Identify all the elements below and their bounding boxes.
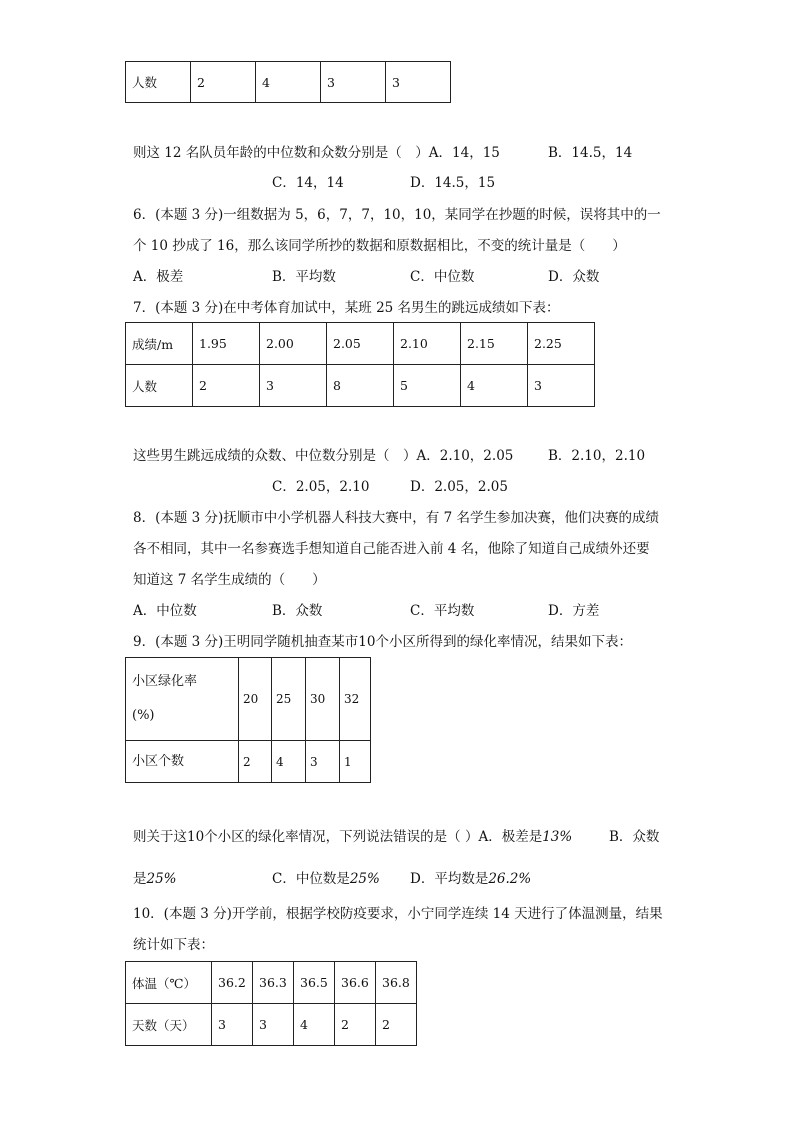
q5-option-d: D．14.5，15 bbox=[410, 175, 496, 191]
table-cell: 体温（℃） bbox=[126, 962, 212, 1004]
table-cell: 小区个数 bbox=[126, 741, 239, 783]
table-cell: 4 bbox=[294, 1004, 335, 1046]
table-cell: 2.15 bbox=[461, 323, 528, 365]
table-cell: 5 bbox=[394, 365, 461, 407]
table-cell: 25 bbox=[272, 658, 306, 741]
q8-option-b: B．众数 bbox=[272, 603, 323, 619]
table-cell: 36.2 bbox=[212, 962, 253, 1004]
header-label: 小区绿化率 bbox=[132, 674, 198, 689]
table-cell: 2.05 bbox=[327, 323, 394, 365]
table-cell: 3 bbox=[386, 62, 451, 103]
table-cell: 32 bbox=[340, 658, 371, 741]
q6-option-d: D．众数 bbox=[548, 269, 600, 285]
q6-line1: 6．(本题 3 分)一组数据为 5，6，7，7，10，10，某同学在抄题的时候，误将其中的一 bbox=[133, 207, 661, 223]
q7-stem: 这些男生跳远成绩的众数、中位数分别是（ ）A．2.10，2.05 bbox=[133, 448, 514, 464]
q8-option-a: A．中位数 bbox=[133, 603, 197, 619]
table-cell: 3 bbox=[306, 741, 340, 783]
table-row bbox=[126, 365, 595, 407]
header-unit: (%) bbox=[132, 708, 155, 723]
table-cell: 30 bbox=[306, 658, 340, 741]
table-cell: 4 bbox=[256, 62, 321, 103]
q10-table bbox=[125, 961, 417, 1046]
q9-stem: 则关于这10个小区的绿化率情况，下列说法错误的是（ ）A．极差是13% bbox=[133, 829, 573, 845]
q9-line1: 9．(本题 3 分)王明同学随机抽查某市10个小区所得到的绿化率情况，结果如下表： bbox=[133, 634, 632, 650]
q5-option-c: C．14，14 bbox=[272, 175, 344, 191]
q8-option-d: D．方差 bbox=[548, 603, 600, 619]
q8-line2: 各不相同，其中一名参赛选手想知道自己能否进入前 4 名，他除了知道自己成绩外还要 bbox=[133, 541, 650, 557]
table-cell: 36.3 bbox=[253, 962, 294, 1004]
table-cell: 2 bbox=[239, 741, 272, 783]
q8-option-c: C．平均数 bbox=[410, 603, 475, 619]
table-header-cell bbox=[126, 658, 239, 741]
q6-option-c: C．中位数 bbox=[410, 269, 475, 285]
q5-option-b: B．14.5，14 bbox=[548, 145, 633, 161]
q8-line1: 8．(本题 3 分)抚顺市中小学机器人科技大赛中，有 7 名学生参加决赛，他们决赛的成绩 bbox=[133, 510, 659, 526]
table-cell: 2 bbox=[376, 1004, 417, 1046]
table-cell: 1.95 bbox=[193, 323, 260, 365]
table-row bbox=[126, 658, 371, 741]
table-row bbox=[126, 62, 451, 103]
q7-line1: 7．(本题 3 分)在中考体育加试中，某班 25 名男生的跳远成绩如下表： bbox=[133, 300, 560, 316]
table-row bbox=[126, 962, 417, 1004]
q8-line3: 知道这 7 名学生成绩的（ ） bbox=[133, 572, 326, 588]
table-row bbox=[126, 1004, 417, 1046]
table-cell: 2 bbox=[335, 1004, 376, 1046]
q7-option-d: D．2.05，2.05 bbox=[410, 479, 508, 495]
q9-option-b: B．众数 bbox=[609, 829, 660, 845]
q6-option-b: B．平均数 bbox=[272, 269, 336, 285]
table-cell: 2.25 bbox=[528, 323, 595, 365]
table-cell: 36.6 bbox=[335, 962, 376, 1004]
table-cell: 36.5 bbox=[294, 962, 335, 1004]
table-cell: 2.10 bbox=[394, 323, 461, 365]
q9-option-c: C．中位数是25% bbox=[272, 871, 380, 887]
table-cell: 36.8 bbox=[376, 962, 417, 1004]
q7-option-b: B．2.10，2.10 bbox=[548, 448, 646, 464]
q9-table bbox=[125, 657, 371, 783]
table-cell: 4 bbox=[272, 741, 306, 783]
table-cell: 2.00 bbox=[260, 323, 327, 365]
q6-option-a: A．极差 bbox=[133, 269, 184, 285]
table-cell: 成绩/m bbox=[126, 323, 193, 365]
table-cell: 天数（天） bbox=[126, 1004, 212, 1046]
table-cell: 3 bbox=[260, 365, 327, 407]
q9-line2: 是25% bbox=[133, 871, 177, 887]
q7-table bbox=[125, 322, 595, 407]
q6-line2: 个 10 抄成了 16，那么该同学所抄的数据和原数据相比，不变的统计量是（ ） bbox=[133, 238, 626, 254]
table-cell: 2 bbox=[193, 365, 260, 407]
table-cell: 2 bbox=[191, 62, 256, 103]
table-cell: 4 bbox=[461, 365, 528, 407]
table-cell: 3 bbox=[253, 1004, 294, 1046]
table-cell: 3 bbox=[528, 365, 595, 407]
table-cell: 3 bbox=[212, 1004, 253, 1046]
q10-line2: 统计如下表： bbox=[133, 937, 214, 953]
table-cell: 人数 bbox=[126, 62, 191, 103]
q5-stem: 则这 12 名队员年龄的中位数和众数分别是（ ）A．14，15 bbox=[133, 145, 500, 161]
q10-line1: 10．(本题 3 分)开学前，根据学校防疫要求，小宁同学连续 14 天进行了体温测量，结果 bbox=[133, 906, 663, 922]
table-cell: 人数 bbox=[126, 365, 193, 407]
table-cell: 8 bbox=[327, 365, 394, 407]
table-cell: 3 bbox=[321, 62, 386, 103]
table-cell: 1 bbox=[340, 741, 371, 783]
table-top bbox=[125, 61, 451, 103]
q9-option-d: D．平均数是26.2% bbox=[410, 871, 532, 887]
table-row bbox=[126, 741, 371, 783]
table-row bbox=[126, 323, 595, 365]
q7-option-c: C．2.05，2.10 bbox=[272, 479, 370, 495]
table-cell: 20 bbox=[239, 658, 272, 741]
